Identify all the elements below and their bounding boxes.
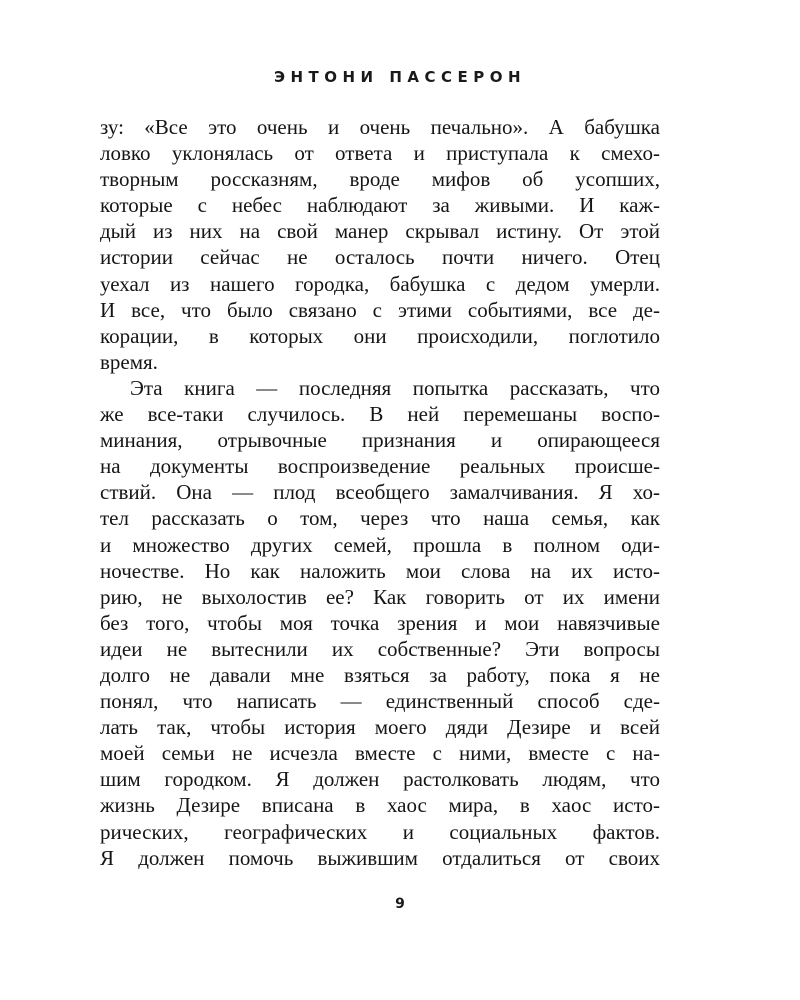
text-line: И все, что было связано с этими событиями, все де- (100, 297, 660, 322)
text-line: ночестве. Но как наложить мои слова на их исто- (100, 558, 660, 583)
text-line: творным россказням, вроде мифов об усопших, (100, 167, 660, 192)
text-line: идеи не вытеснили их собственные? Эти вопросы (100, 636, 660, 661)
page-number: 9 (395, 896, 405, 912)
text-line: зу: «Все это очень и очень печально». А бабушка (100, 115, 660, 139)
text-line: и множество других семей, прошла в полном оди- (100, 532, 660, 557)
text-line: ловко уклонялась от ответа и приступала к смехо- (100, 141, 660, 166)
text-line: истории сейчас не осталось почти ничего. Отец (100, 245, 660, 270)
text-line: тел рассказать о том, через что наша семья, как (100, 506, 660, 531)
text-line: шим городком. Я должен растолковать людям, что (100, 767, 660, 792)
text-line: минания, отрывочные признания и опирающееся (100, 428, 660, 453)
text-line: время. (100, 349, 158, 374)
text-line: лать так, чтобы история моего дяди Дезире и всей (100, 715, 660, 740)
text-line: Эта книга — последняя попытка рассказать, что (130, 375, 660, 400)
text-line: на документы воспроизведение реальных происше- (100, 454, 660, 479)
text-line: без того, чтобы моя точка зрения и мои навязчивые (100, 610, 660, 635)
text-line: Я должен помочь выжившим отдалиться от своих (100, 845, 660, 870)
text-line: уехал из нашего городка, бабушка с дедом умерли. (100, 271, 660, 296)
text-line: жизнь Дезире вписана в хаос мира, в хаос исто- (100, 793, 660, 818)
running-head: ЭНТОНИ ПАССЕРОН (273, 68, 527, 86)
text-line: дый из них на свой манер скрывал истину. От этой (100, 219, 660, 244)
text-line: же все-таки случилось. В ней перемешаны воспо- (100, 402, 660, 427)
text-line: долго не давали мне взяться за работу, пока я не (100, 662, 660, 687)
text-line: рических, географических и социальных фактов. (100, 819, 660, 844)
text-line: моей семьи не исчезла вместе с ними, вместе с на- (100, 741, 660, 766)
text-line: рию, не выхолостив ее? Как говорить от их имени (100, 584, 660, 609)
text-line: понял, что написать — единственный способ сде- (100, 689, 660, 714)
body-text (100, 114, 660, 871)
text-line: которые с небес наблюдают за живыми. И каж- (100, 193, 660, 218)
text-line: ствий. Она — плод всеобщего замалчивания. Я хо- (100, 480, 660, 505)
text-line: корации, в которых они происходили, поглотило (100, 323, 660, 348)
